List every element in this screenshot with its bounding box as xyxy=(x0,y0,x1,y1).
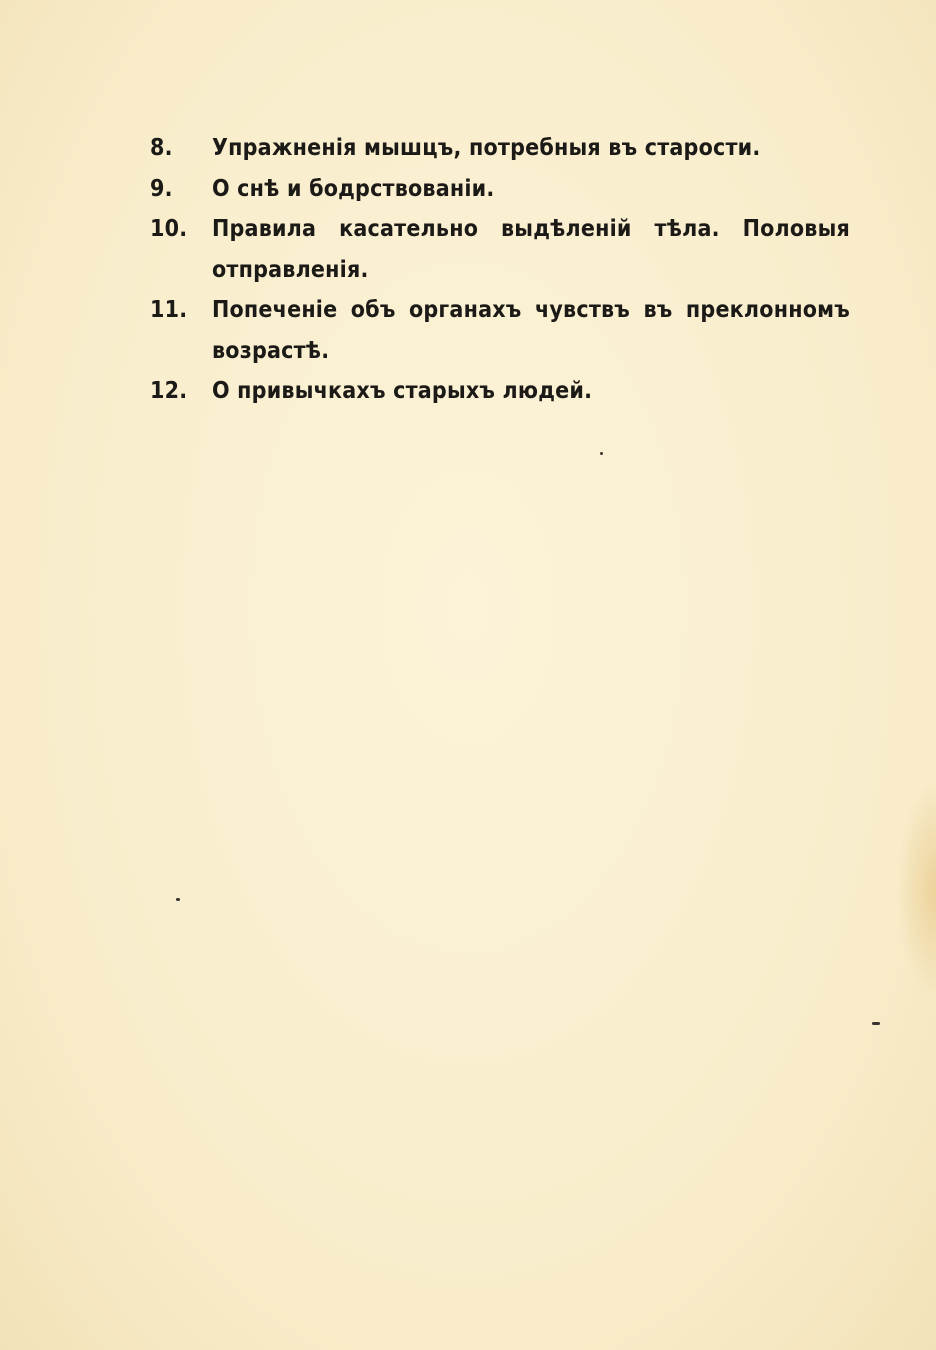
toc-entry-9 xyxy=(150,169,850,210)
toc-entry-number: 12. xyxy=(150,378,188,404)
toc-entry-12 xyxy=(150,371,850,412)
toc-entry-number: 8. xyxy=(150,135,173,161)
toc-entry-10 xyxy=(150,209,850,290)
toc-entry-text: О привычкахъ старыхъ людей. xyxy=(212,378,593,404)
paper-stain xyxy=(896,780,936,1000)
paper-speck xyxy=(600,452,603,455)
paper-speck xyxy=(872,1022,880,1025)
toc-entry-number: 10. xyxy=(150,216,188,242)
table-of-contents xyxy=(150,128,850,412)
toc-entry-text: Правила касательно выдѣленій тѣла. Половыя отправленія. xyxy=(212,216,850,283)
toc-entry-text: О снѣ и бодрствованіи. xyxy=(212,175,495,202)
toc-entry-11 xyxy=(150,290,850,371)
toc-entry-number: 11. xyxy=(150,297,188,323)
toc-entry-text: Упражненія мышцъ, потребныя въ старости. xyxy=(212,135,761,161)
toc-entry-text: Попеченіе объ органахъ чувствъ въ преклонномъ возрастѣ. xyxy=(212,297,850,364)
paper-speck xyxy=(176,898,180,901)
toc-entry-number: 9. xyxy=(150,175,173,202)
toc-entry-8 xyxy=(150,128,850,169)
